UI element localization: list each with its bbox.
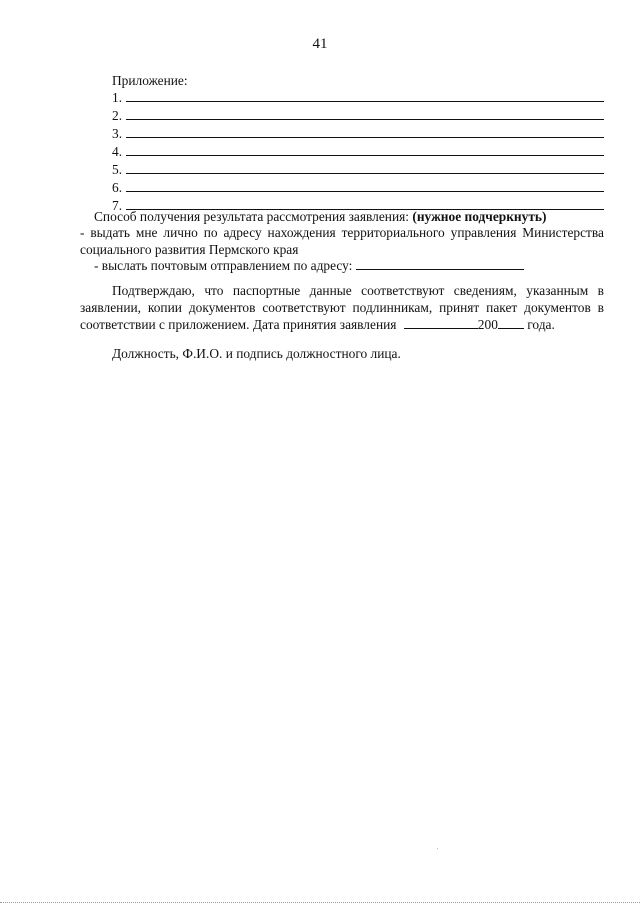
attachment-number: 5. bbox=[112, 162, 123, 177]
attachment-row bbox=[112, 178, 604, 196]
date-label: Дата принятия заявления bbox=[252, 317, 397, 332]
attachment-row bbox=[112, 88, 604, 106]
attachment-blank-line bbox=[126, 180, 604, 192]
date-blank bbox=[404, 316, 478, 329]
attachment-number: 3. bbox=[112, 126, 123, 141]
attachment-number: 7. bbox=[112, 198, 123, 213]
attachment-row bbox=[112, 142, 604, 160]
attachment-number: 2. bbox=[112, 108, 123, 123]
attachment-blank-line bbox=[126, 126, 604, 138]
scan-edge bbox=[0, 902, 640, 903]
attachment-blank-line bbox=[126, 162, 604, 174]
option-mail bbox=[94, 257, 524, 274]
confirmation-paragraph bbox=[80, 282, 604, 333]
result-method-intro bbox=[94, 208, 546, 225]
result-method-hint: (нужное подчеркнуть) bbox=[412, 209, 547, 224]
attachment-blank-line bbox=[126, 108, 604, 120]
attachment-number: 6. bbox=[112, 180, 123, 195]
attachments-list bbox=[112, 88, 604, 214]
year-blank bbox=[498, 316, 524, 329]
scan-speck bbox=[437, 848, 438, 849]
confirmation-text: Подтверждаю, что паспортные данные соответствуют сведениям, указанным в заявлении, копии документов соответствуют подлинникам, принят пакет документов в соответствии с приложением. bbox=[80, 283, 604, 332]
page-number: 41 bbox=[312, 36, 328, 52]
option-mail-label: - выслать почтовым отправлением по адресу: bbox=[94, 258, 353, 273]
attachment-row bbox=[112, 160, 604, 178]
attachment-number: 1. bbox=[112, 90, 123, 105]
signature-line: Должность, Ф.И.О. и подпись должностного лица. bbox=[112, 346, 401, 361]
mail-address-blank bbox=[356, 257, 524, 270]
option-personal-pickup: - выдать мне лично по адресу нахождения территориального управления Министерства социального развития Пермского края bbox=[80, 225, 604, 257]
attachments-title: Приложение: bbox=[112, 73, 188, 88]
attachment-row bbox=[112, 106, 604, 124]
year-suffix: года. bbox=[527, 317, 555, 332]
attachment-blank-line bbox=[126, 90, 604, 102]
attachment-blank-line bbox=[126, 144, 604, 156]
attachment-number: 4. bbox=[112, 144, 123, 159]
attachment-row bbox=[112, 124, 604, 142]
result-method-label: Способ получения результата рассмотрения заявления: bbox=[94, 209, 410, 224]
year-prefix: 200 bbox=[477, 317, 498, 332]
